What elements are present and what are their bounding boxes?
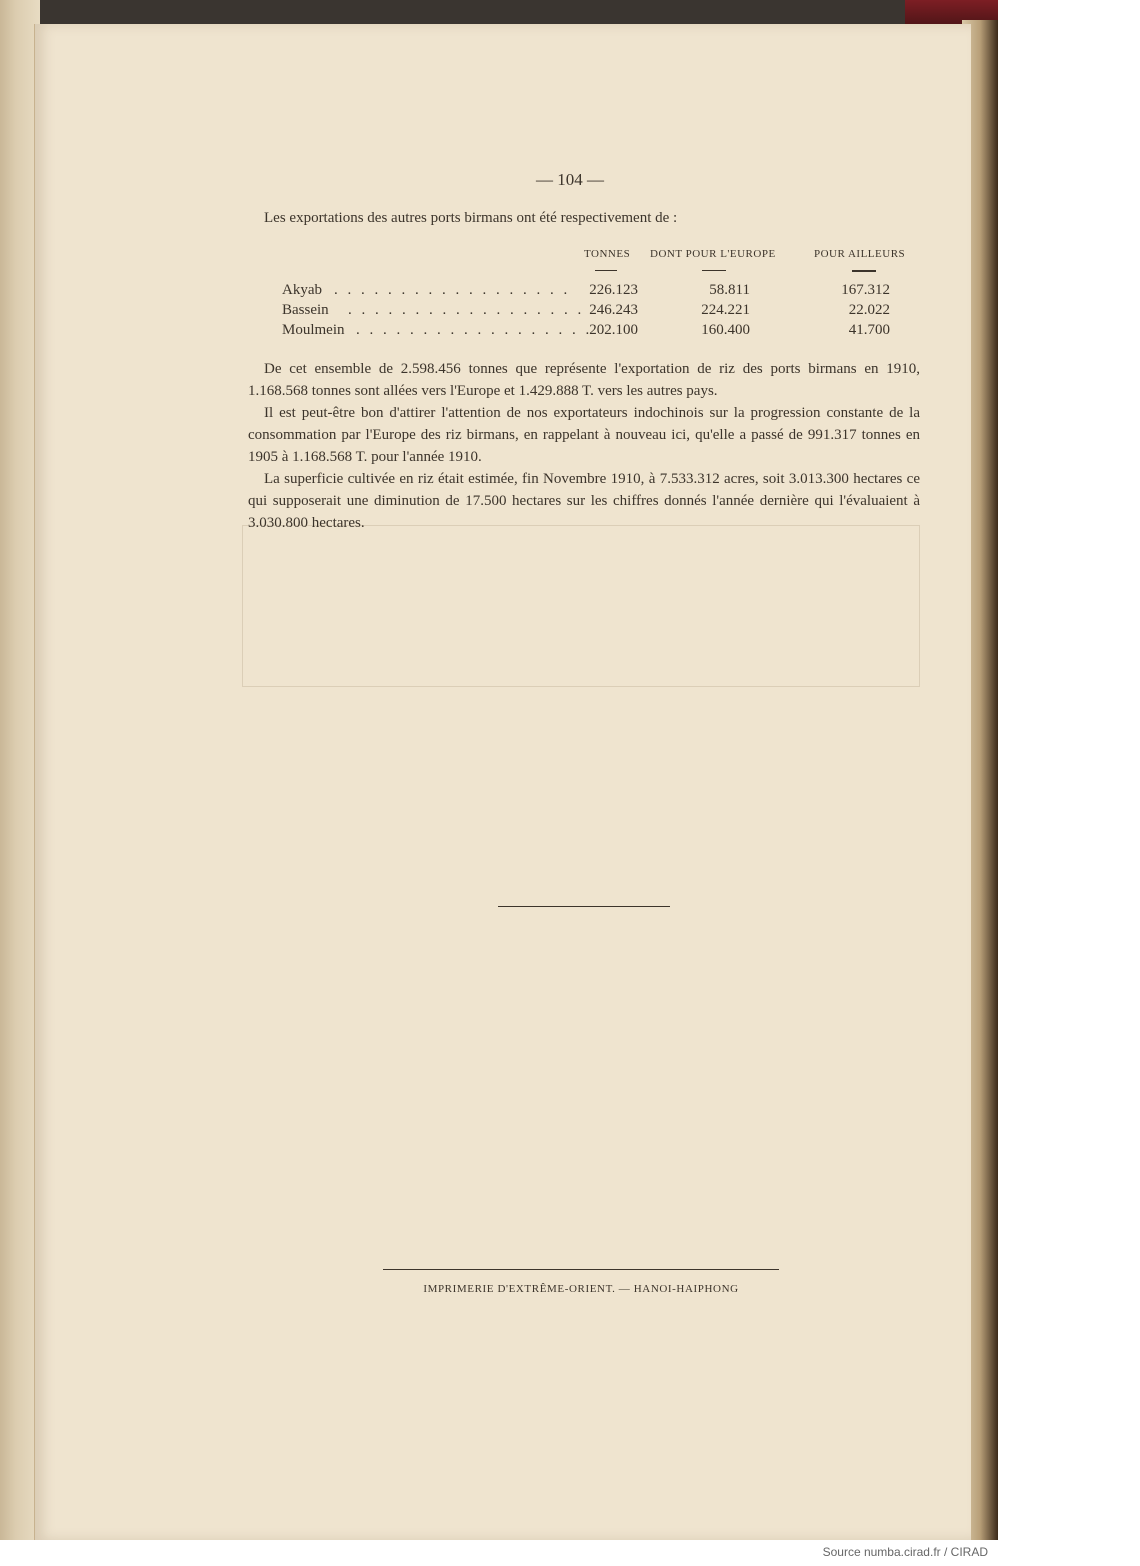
column-rule [595, 270, 617, 271]
value-europe: 224.221 [701, 302, 750, 318]
value-tonnes: 226.123 [589, 282, 638, 298]
body-paragraph: La superficie cultivée en riz était estimée, fin Novembre 1910, à 7.533.312 acres, soit 3.013.300 hectares ce qui supposerait une diminution de 17.500 hectares sur les chiffres donnés l'année dernière qui l'évaluaient à 3.030.800 hectares. [248, 471, 920, 531]
column-rule [702, 270, 726, 271]
column-header-tonnes: TONNES [584, 248, 631, 260]
footer-rule [383, 1269, 779, 1270]
column-header-europe: DONT POUR L'EUROPE [650, 248, 776, 260]
section-divider [498, 906, 670, 907]
column-header-ailleurs: POUR AILLEURS [814, 248, 906, 260]
value-europe: 160.400 [701, 322, 750, 338]
table-row [0, 302, 998, 322]
leader-dots: . . . . . . . . . . . . . . . . . . [348, 302, 585, 318]
leader-dots: . . . . . . . . . . . . . . . . . . [334, 282, 571, 298]
value-tonnes: 202.100 [589, 322, 638, 338]
port-name: Moulmein [282, 322, 345, 338]
body-paragraph: De cet ensemble de 2.598.456 tonnes que représente l'exportation de riz des ports birmans en 1910, 1.168.568 tonnes sont allées vers l'Europe et 1.429.888 T. vers les autres pays. [248, 361, 920, 399]
column-rule [852, 270, 876, 272]
value-ailleurs: 41.700 [848, 322, 890, 338]
value-ailleurs: 22.022 [848, 302, 890, 318]
value-europe: 58.811 [709, 282, 750, 298]
printer-footer: IMPRIMERIE D'EXTRÊME-ORIENT. — HANOI-HAIPHONG [423, 1283, 739, 1295]
port-name: Akyab [282, 282, 322, 298]
body-paragraph: Il est peut-être bon d'attirer l'attention de nos exportateurs indochinois sur la progression constante de la consommation par l'Europe des riz birmans, en rappelant à nouveau ici, qu'elle a passé de 991.317 tonnes en 1905 à 1.168.568 T. pour l'année 1910. [248, 405, 920, 465]
intro-line: Les exportations des autres ports birmans ont été respectivement de : [264, 210, 678, 226]
page-number: — 104 — [536, 170, 604, 189]
table-row [0, 282, 998, 302]
value-tonnes: 246.243 [589, 302, 638, 318]
value-ailleurs: 167.312 [841, 282, 890, 298]
show-through-frame [242, 525, 920, 687]
table-row [0, 322, 998, 342]
leader-dots: . . . . . . . . . . . . . . . . . . [356, 322, 593, 338]
port-name: Bassein [282, 302, 329, 318]
source-credit: Source numba.cirad.fr / CIRAD [822, 1545, 988, 1559]
